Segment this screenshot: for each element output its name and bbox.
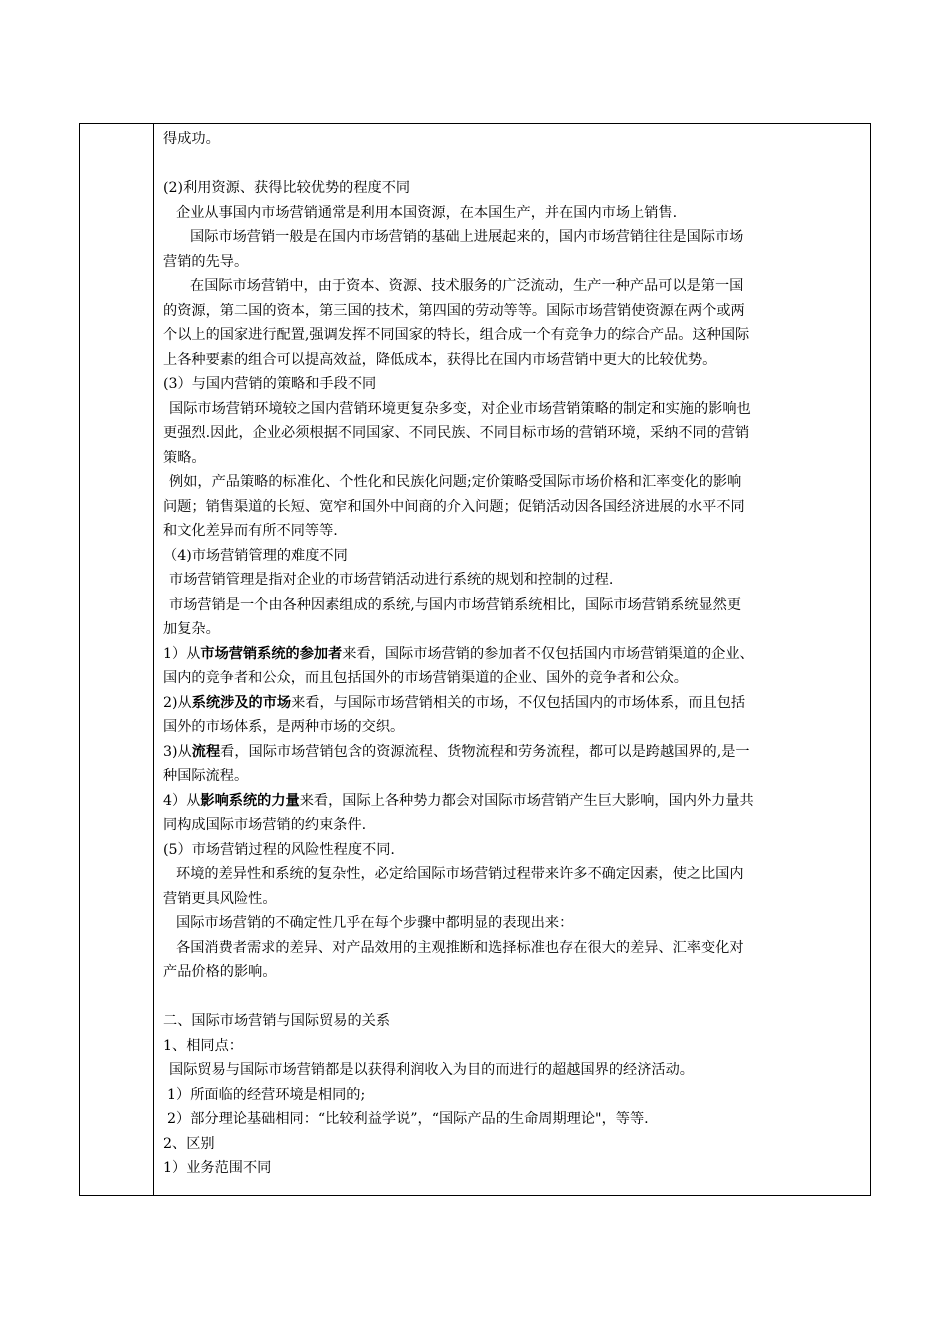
text-line: 问题；销售渠道的长短、宽窄和国外中间商的介入问题；促销活动因各国经济进展的水平不同 [163,498,745,515]
text-line: 同构成国际市场营销的约束条件. [163,817,367,833]
text-line: 得成功。 [163,131,220,147]
text-line [163,789,860,814]
text-line: 国内的竞争者和公众，而且包括国外的市场营销渠道的企业、国外的竞争者和公众。 [163,670,688,686]
list-item: 1）业务范围不同 [163,1160,272,1176]
text-line: 国外的市场体系，是两种市场的交织。 [163,719,405,735]
text-suffix: 来看，国际上各种势力都会对国际市场营销产生巨大影响，国内外力量共 [299,792,754,809]
bold-term: 系统涉及的市场 [191,694,292,711]
text-line: 种国际流程。 [163,768,249,784]
text-line: 例如，产品策略的标准化、个性化和民族化问题;定价策略受国际市场价格和汇率变化的影响 [169,474,742,490]
list-item: 1）所面临的经营环境是相同的; [167,1086,366,1103]
bold-term: 市场营销系统的参加者 [200,645,343,662]
text-line: 营销的先导。 [163,253,249,270]
text-line: 在国际市场营销中，由于资本、资源、技术服务的广泛流动，生产一种产品可以是第一国 [190,278,744,294]
chapter-heading: 二、国际市场营销与国际贸易的关系 [163,1013,391,1029]
text-line: 国际贸易与国际市场营销都是以获得利润收入为目的而进行的超越国界的经济活动。 [169,1062,694,1078]
text-line: 和文化差异而有所不同等等. [163,523,338,539]
bold-term: 流程 [191,743,221,760]
blank-line [163,152,860,177]
text-line: 国际市场营销一般是在国内市场营销的基础上进展起来的，国内市场营销往往是国际市场 [190,229,744,245]
text-line: 个以上的国家进行配置,强调发挥不同国家的特长，组合成一个有竞争力的综合产品。这种国际 [163,327,750,343]
text-line: 各国消费者需求的差异、对产品效用的主观推断和选择标准也存在很大的差异、汇率变化对 [176,939,744,956]
text-line: 更强烈.因此，企业必须根据不同国家、不同民族、不同目标市场的营销环境，采纳不同的营销 [163,425,750,441]
bold-term: 影响系统的力量 [200,792,300,809]
section-heading: （4)市场营销管理的难度不同 [163,547,348,564]
text-prefix: 2)从 [163,694,192,711]
text-line: 企业从事国内市场营销通常是利用本国资源，在本国生产，并在国内市场上销售. [176,204,678,221]
text-line: 市场营销是一个由各种因素组成的系统,与国内市场营销系统相比，国际市场营销系统显然更 [169,596,742,613]
text-line: 国际市场营销环境较之国内营销环境更复杂多变，对企业市场营销策略的制定和实施的影响也 [169,400,751,417]
text-prefix: 1）从 [163,645,201,662]
text-suffix: 来看，与国际市场营销相关的市场，不仅包括国内的市场体系，而且包括 [291,694,746,711]
text-prefix: 4）从 [163,792,201,809]
text-line: 国际市场营销的不确定性几乎在每个步骤中都明显的表现出来： [176,915,574,931]
text-line: 策略。 [163,449,206,466]
text-line: 的资源，第二国的资本，第三国的技术，第四国的劳动等等。国际市场营销使资源在两个或两 [163,302,745,319]
left-column-cell [80,124,154,1195]
section-heading: (3）与国内营销的策略和手段不同 [163,376,377,392]
text-suffix: 看，国际市场营销包含的资源流程、货物流程和劳务流程，都可以是跨越国界的,是一 [220,743,750,760]
text-line: 市场营销管理是指对企业的市场营销活动进行系统的规划和控制的过程. [169,572,614,588]
section-heading: 1、相同点： [163,1037,243,1054]
section-heading: (2)利用资源、获得比较优势的程度不同 [163,180,411,196]
document-table [79,123,871,1196]
text-line: 上各种要素的组合可以提高效益，降低成本，获得比在国内市场营销中更大的比较优势。 [163,351,717,368]
text-line: 环境的差异性和系统的复杂性，必定给国际市场营销过程带来许多不确定因素，使之比国内 [176,866,744,882]
text-line [163,740,860,765]
section-heading: 2、区别 [163,1135,215,1152]
text-line: 加复杂。 [163,621,220,637]
text-line: 产品价格的影响。 [163,964,277,980]
section-heading: (5）市场营销过程的风险性程度不同. [163,841,395,858]
blank-line [163,985,860,1010]
text-line [163,691,860,716]
text-prefix: 3)从 [163,743,192,760]
text-suffix: 来看，国际市场营销的参加者不仅包括国内市场营销渠道的企业、 [342,645,754,662]
list-item: 2）部分理论基础相同：“比较利益学说”，“国际产品的生命周期理论"，等等. [167,1111,649,1127]
text-line [163,642,860,667]
content-cell [163,127,860,1181]
text-line: 营销更具风险性。 [163,890,277,907]
